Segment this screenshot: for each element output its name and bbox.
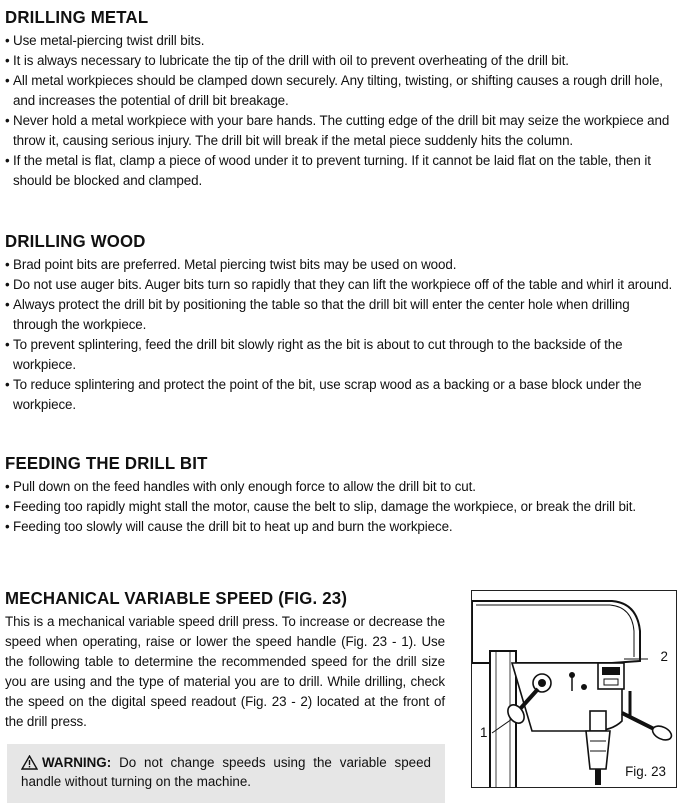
- list-item: • All metal workpieces should be clamped down securely. Any tilting, twisting, or shifting causes a rough drill hole, and increases the potential of drill bit breakage.: [5, 71, 673, 111]
- list-item: • Feeding too slowly will cause the drill bit to heat up and burn the workpiece.: [5, 517, 673, 537]
- section-heading: DRILLING WOOD: [5, 231, 146, 251]
- warning-label: WARNING:: [42, 755, 112, 770]
- section-heading: FEEDING THE DRILL BIT: [5, 453, 208, 473]
- list-item: • Always protect the drill bit by positioning the table so that the drill bit will enter the center hole when drilling through the workpiece.: [5, 295, 673, 335]
- warning-triangle-icon: [21, 755, 38, 770]
- drill-press-illustration: [472, 591, 677, 788]
- list-item: • It is always necessary to lubricate the tip of the drill with oil to prevent overheating of the drill bit.: [5, 51, 673, 71]
- figure-23: [471, 590, 677, 788]
- callout-2: 2: [660, 649, 668, 664]
- list-item: • To prevent splintering, feed the drill bit slowly right as the bit is about to cut through to the backside of the workpiece.: [5, 335, 673, 375]
- list-item: • Never hold a metal workpiece with your bare hands. The cutting edge of the drill bit may seize the workpiece and throw it, causing serious injury. The drill bit will break if the metal piece suddenly hits the column.: [5, 111, 673, 151]
- list-item: • Brad point bits are preferred. Metal piercing twist bits may be used on wood.: [5, 255, 673, 275]
- list-item: • Do not use auger bits. Auger bits turn so rapidly that they can lift the workpiece off of the table and whirl it around.: [5, 275, 673, 295]
- body-paragraph: This is a mechanical variable speed drill press. To increase or decrease the speed when operating, raise or lower the speed handle (Fig. 23 - 1). Use the following table to determine the recommended speed for the drill size you are using and the type of material you are to drill. While drilling, check the speed on the digital speed readout (Fig. 23 - 2) located at the front of the drill press.: [5, 614, 445, 729]
- callout-1: 1: [480, 725, 488, 740]
- warning-box: [7, 744, 445, 803]
- figure-caption: Fig. 23: [625, 764, 666, 779]
- list-item: • To reduce splintering and protect the point of the bit, use scrap wood as a backing or a base block under the workpiece.: [5, 375, 673, 415]
- list-item: • Feeding too rapidly might stall the motor, cause the belt to slip, damage the workpiece, or break the drill bit.: [5, 497, 673, 517]
- section-heading: MECHANICAL VARIABLE SPEED (FIG. 23): [5, 588, 348, 608]
- bullet-list: [5, 31, 673, 191]
- warning-text: Do not change speeds using the variable speed handle without turning on the machine.: [21, 755, 431, 789]
- list-item: • Use metal-piercing twist drill bits.: [5, 31, 673, 51]
- section-drilling-wood: [5, 230, 673, 415]
- list-item: • If the metal is flat, clamp a piece of wood under it to prevent turning. If it cannot be laid flat on the table, then it should be blocked and clamped.: [5, 151, 673, 191]
- section-mechanical-variable-speed: [5, 587, 445, 732]
- section-drilling-metal: [5, 6, 673, 191]
- list-item: • Pull down on the feed handles with only enough force to allow the drill bit to cut.: [5, 477, 673, 497]
- section-heading: DRILLING METAL: [5, 7, 149, 27]
- bullet-list: [5, 255, 673, 415]
- bullet-list: [5, 477, 673, 537]
- section-feeding-drill-bit: [5, 452, 673, 537]
